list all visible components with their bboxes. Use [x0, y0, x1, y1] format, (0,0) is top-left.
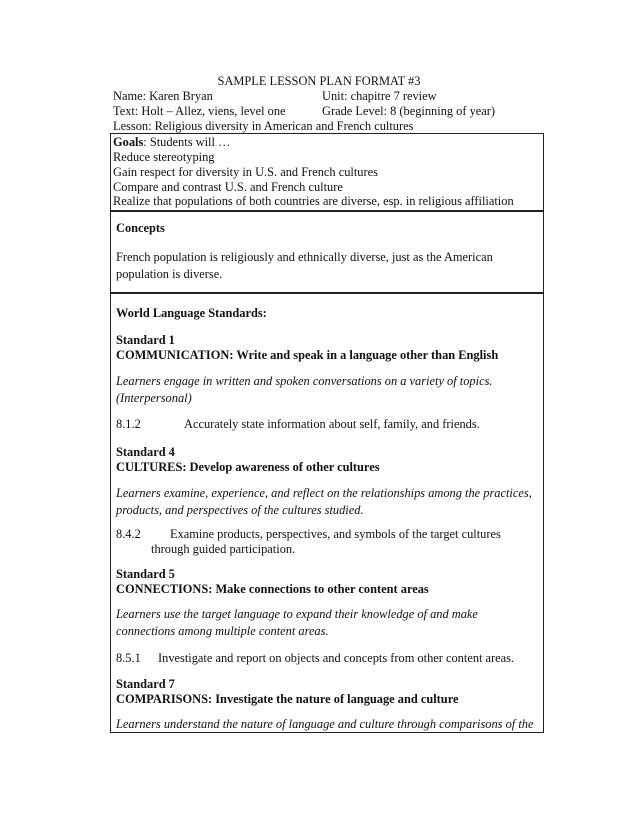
- goal-item: Realize that populations of both countries are diverse, esp. in religious affiliation: [113, 194, 514, 208]
- standard-5-desc-2: connections among multiple content areas.: [116, 624, 329, 638]
- standard-4-subtitle: CULTURES: Develop awareness of other cultures: [116, 460, 380, 474]
- goal-item: Compare and contrast U.S. and French culture: [113, 180, 343, 194]
- lesson-title: Lesson: Religious diversity in American and French cultures: [113, 119, 414, 133]
- standard-4-desc-1: Learners examine, experience, and reflect on the relationships among the practices,: [116, 486, 532, 500]
- standard-1-subtitle: COMMUNICATION: Write and speak in a language other than English: [116, 348, 499, 362]
- standard-7-desc-1: Learners understand the nature of language and culture through comparisons of the: [116, 717, 534, 731]
- standard-1-indicator: [116, 417, 480, 432]
- indicator-text: Examine products, perspectives, and symbols of the target cultures: [170, 527, 501, 541]
- textbook-info: Text: Holt – Allez, viens, level one: [113, 104, 286, 118]
- indicator-code: 8.1.2: [116, 417, 141, 431]
- goal-item: Gain respect for diversity in U.S. and French cultures: [113, 165, 378, 179]
- header-row-2: [113, 104, 496, 119]
- concepts-line-1: French population is religiously and ethnically diverse, just as the American: [116, 250, 493, 264]
- standard-5-subtitle: CONNECTIONS: Make connections to other content areas: [116, 582, 429, 596]
- standard-7-title: Standard 7: [116, 677, 175, 691]
- indicator-text: Accurately state information about self, family, and friends.: [184, 417, 480, 431]
- indicator-code: 8.4.2: [116, 527, 141, 541]
- standard-1-desc-2: (Interpersonal): [116, 391, 192, 405]
- standard-5-indicator: [116, 651, 515, 666]
- goals-heading: [113, 135, 230, 150]
- standard-4-title: Standard 4: [116, 445, 175, 459]
- document-title: SAMPLE LESSON PLAN FORMAT #3: [217, 74, 421, 88]
- teacher-name: Name: Karen Bryan: [113, 89, 213, 103]
- standard-1-title: Standard 1: [116, 333, 175, 347]
- standards-heading: World Language Standards:: [116, 306, 267, 320]
- standard-5-desc-1: Learners use the target language to expand their knowledge of and make: [116, 607, 478, 621]
- standard-5-title: Standard 5: [116, 567, 175, 581]
- concepts-heading: Concepts: [116, 221, 165, 235]
- unit-info: Unit: chapitre 7 review: [322, 89, 437, 103]
- standard-7-subtitle: COMPARISONS: Investigate the nature of language and culture: [116, 692, 459, 706]
- indicator-code: 8.5.1: [116, 651, 141, 665]
- goals-lead: : Students will …: [143, 135, 231, 149]
- standard-4-indicator-cont: through guided participation.: [151, 542, 296, 556]
- grade-level: Grade Level: 8 (beginning of year): [322, 104, 496, 118]
- goal-item: Reduce stereotyping: [113, 150, 215, 164]
- standard-1-desc-1: Learners engage in written and spoken conversations on a variety of topics.: [116, 374, 493, 388]
- header-row-1: [113, 89, 437, 104]
- standard-4-indicator: [116, 527, 501, 542]
- concepts-line-2: population is diverse.: [116, 267, 223, 281]
- indicator-text: Investigate and report on objects and concepts from other content areas.: [158, 651, 515, 665]
- goals-label: Goals: [113, 135, 144, 149]
- standard-4-desc-2: products, and perspectives of the cultures studied.: [116, 503, 364, 517]
